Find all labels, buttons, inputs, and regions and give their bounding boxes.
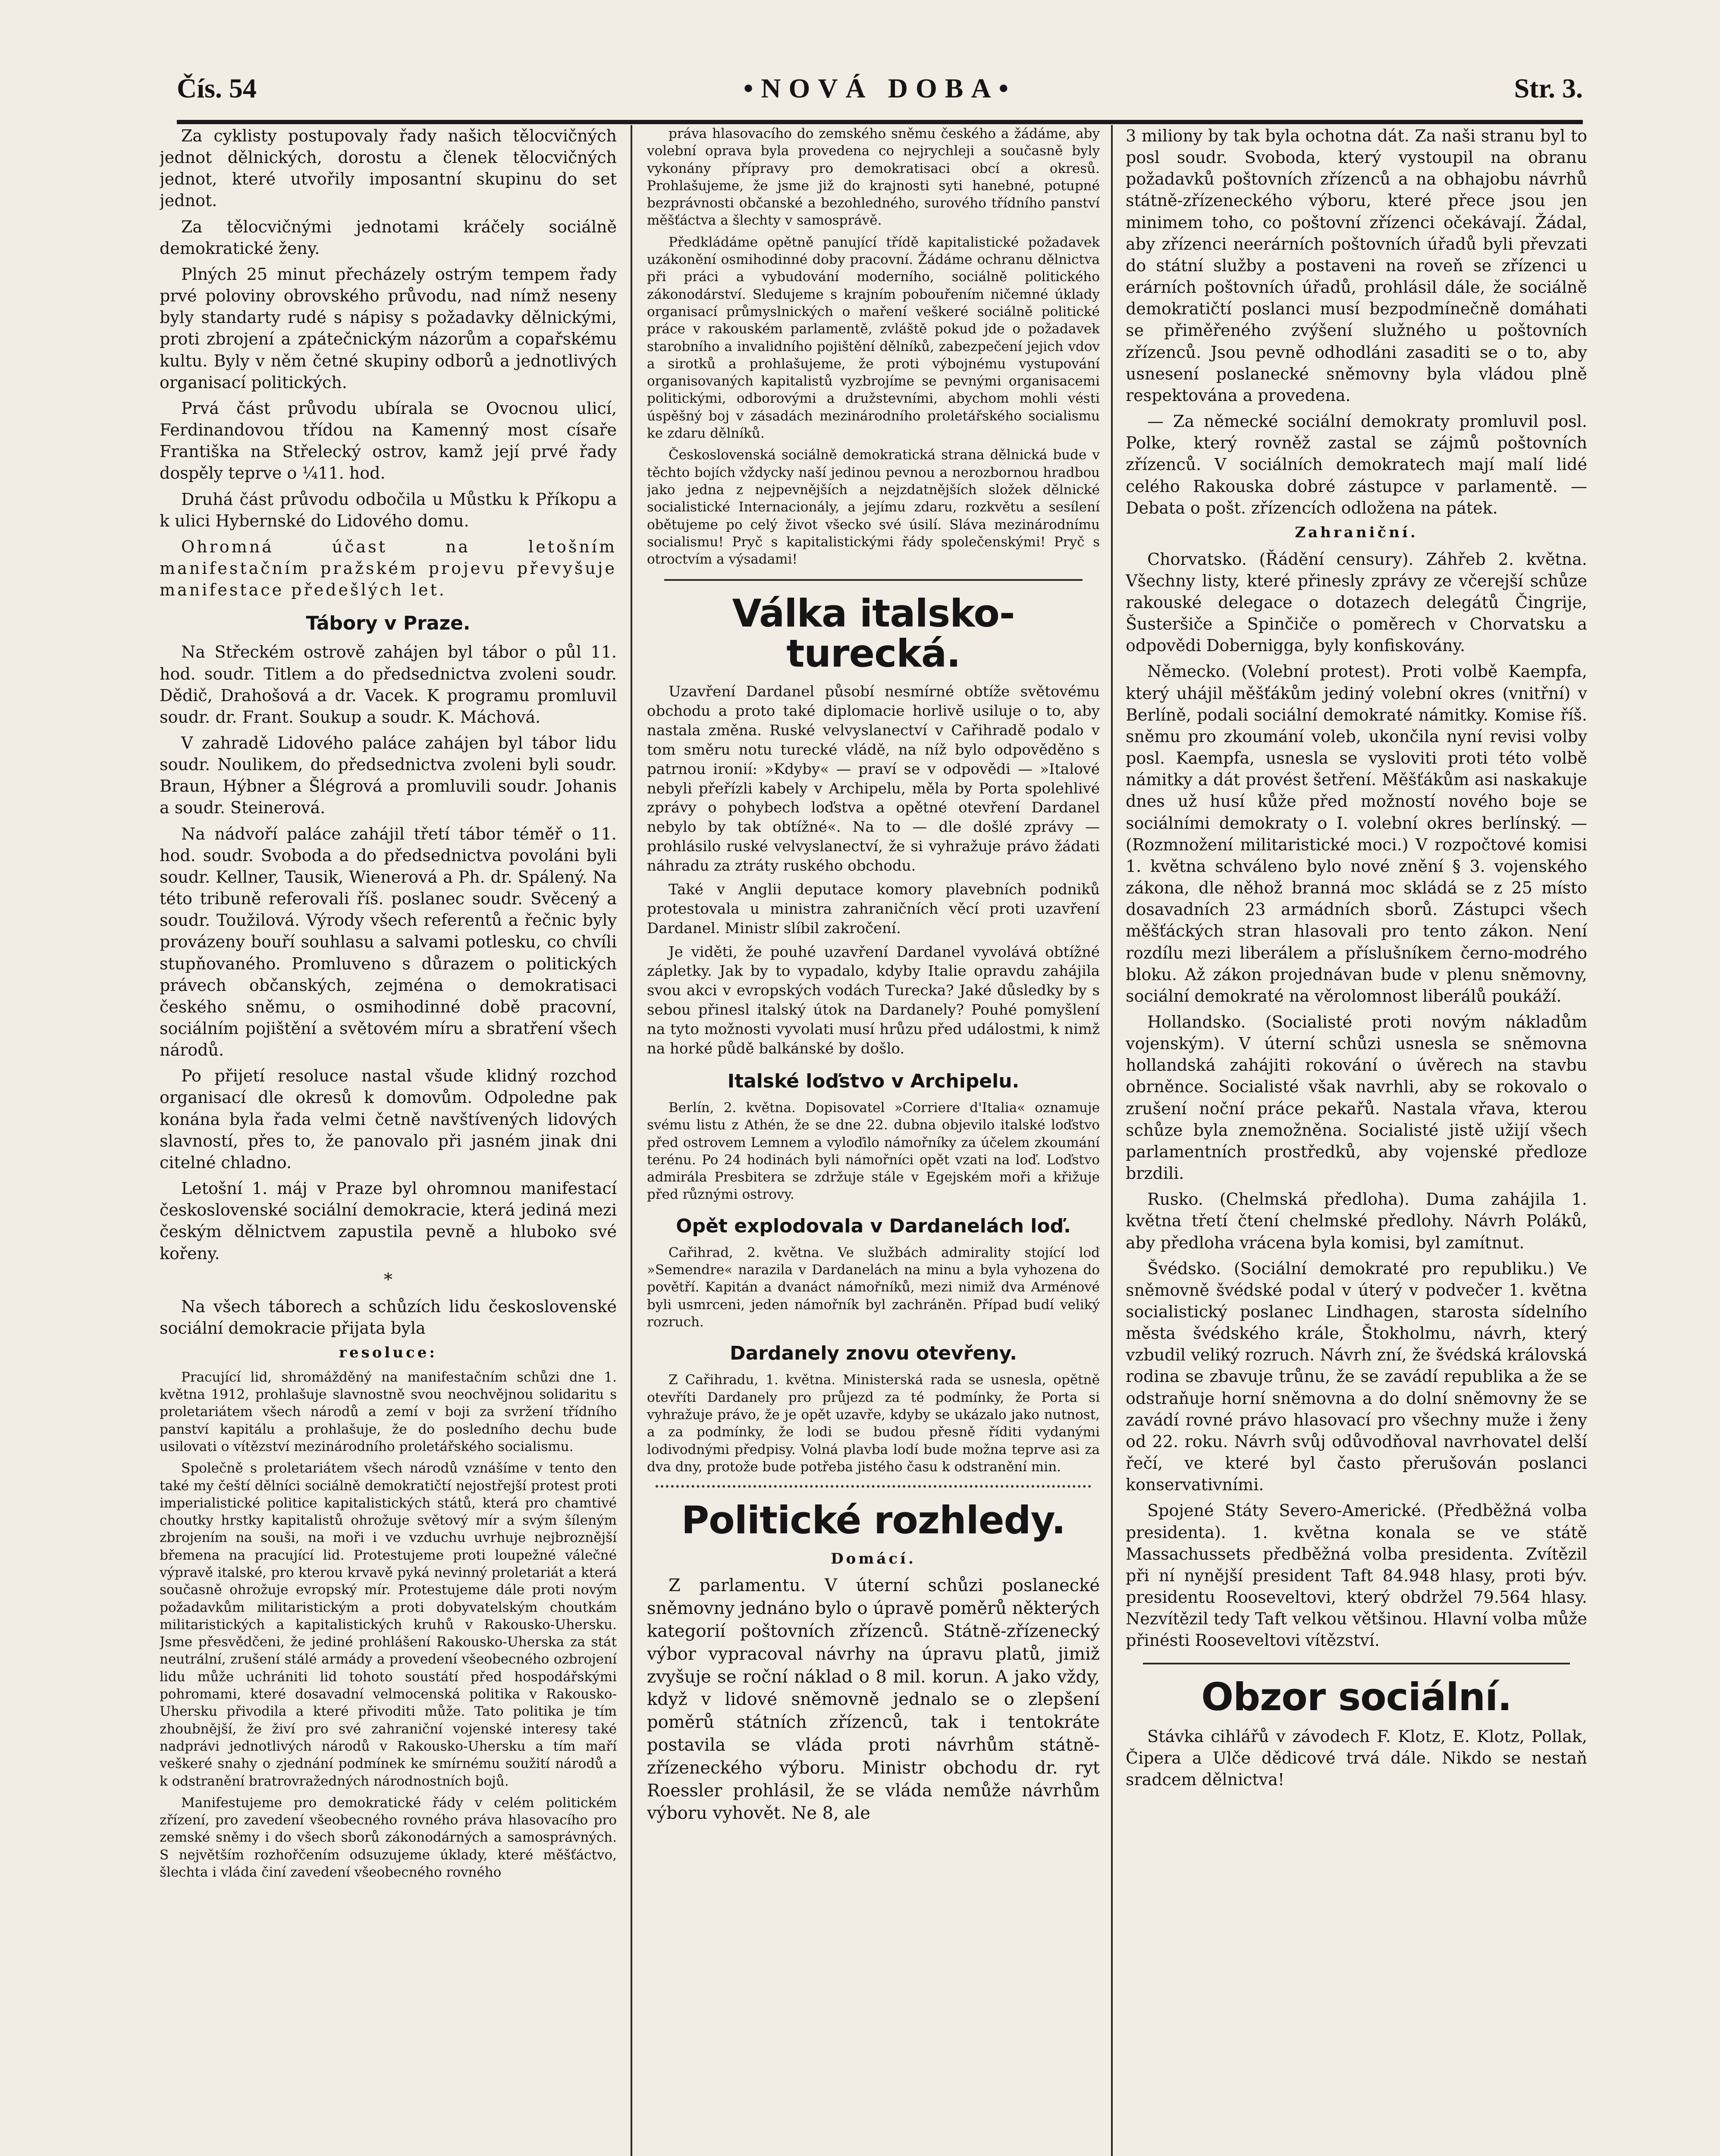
- paragraph: Druhá část průvodu odbočila u Můstku k Příkopu a k ulici Hybernské do Lidového domu.: [160, 489, 617, 530]
- column-3: [1126, 125, 1587, 2156]
- paragraph: Československá sociálně demokratická strana dělnická bude v těchto bojích vždycky naší jedinou pevnou a nerozbornou hradbou jako jedna z nejpevnějších a nejzdatnějších složek dělnické socialistické Internacionály, a jejímu zdaru, rozkvětu a sesílení obětujeme po celý život všecko své úsilí. Sláva mezinárodnímu socialismu! Pryč s kapitalistickými řády společenskými! Pryč s otroctvím a výsadami!: [647, 447, 1100, 567]
- heading-resoluce: resoluce:: [339, 1344, 437, 1361]
- heading-lodstvo: Italské loďstvo v Archipelu.: [727, 1070, 1020, 1092]
- paragraph: Chorvatsko. (Řádění censury). Záhřeb 2. května. Všechny listy, které přinesly zprávy ze včerejší schůze rakouské delegace o dotazech delegátů Čingrije, Šusteršiče a Spinčiče o poměrech v Chorvatsku a odpovědi Dobernigga, byly konfiskovány.: [1126, 549, 1587, 655]
- masthead-title: •NOVÁ DOBA•: [743, 73, 1017, 103]
- paragraph: Švédsko. (Sociální demokraté pro republiku.) Ve sněmovně švédské podal v úterý v podvečer 1. května socialistický poslanec Lindhagen, starosta sídelního města švédského krále, Štokholmu, návrh, který vzbudil veliký rozruch. Návrh zní, že švédská královská rodina se zbavuje trůnu, že se zavádí republika a že se odstraňuje horní sněmovna a do dolní sněmovny že se zavádí rovné právo hlasovací pro všechny muže i ženy od 22. roku. Návrh svůj odůvodňoval navrhovatel delší řečí, ve které byl často přerušován poslanci konservativními.: [1126, 1259, 1587, 1495]
- paragraph: Na nádvoří paláce zahájil třetí tábor téměř o 11. hod. soudr. Svoboda a do předsednictva povoláni byli soudr. Kellner, Tausik, Wienerová a Ph. dr. Spálený. Na této tribuně referovali říš. poslanec soudr. Svěcený a soudr. Toužilová. Výrody všech referentů a řečnic byly provázeny bouří souhlasu a salvami potlesku, co chvíli stupňovaného. Promluveno s důrazem o politických právech občanských, zejména o demokratisaci českého sněmu, o osmihodinné době pracovní, sociálním pojištění a světovém míru a sbratření všech národů.: [160, 824, 617, 1060]
- paragraph: Berlín, 2. května. Dopisovatel »Corriere d'Italia« oznamuje svému listu z Athén, že se dne 22. dubna objevilo italské loďstvo před ostrovem Lemnem a vyloďilo námořníky za účelem zkoumání terénu. Po 24 hodinách byli námořníci opět vzati na loď. Loďstvo admirála Presbitera se zdržuje stále v Egejském moři a křižuje před různými ostrovy.: [647, 1100, 1100, 1203]
- paragraph: Pracující lid, shromážděný na manifestačním schůzi dne 1. května 1912, prohlašuje slavnostně svou neochvějnou solidaritu s proletariátem všech národů a zemí v boji za svržení třídního panství kapitálu a prohlašuje, že do posledního dechu bude usilovati o vítězství mezinárodního proletářského socialismu.: [160, 1369, 617, 1454]
- section-divider: [664, 579, 1083, 581]
- paragraph: Spojené Státy Severo-Americké. (Předběžná volba presidenta). 1. května konala se ve státě Massachussets předběžná volba presidenta. Zvítězil při ní nynější president Taft 84.948 hlasy, proti býv. presidentu Rooseveltovi, který obdržel 79.564 hlasy. Nezvítězil tedy Taft velkou většinou. Hlavní volba může přinésti Rooseveltovi vítězství.: [1126, 1501, 1587, 1650]
- column-rule: [1111, 125, 1113, 2156]
- page-header: [177, 68, 1583, 124]
- paragraph: Stávka cihlářů v závodech F. Klotz, E. Klotz, Pollak, Čipera a Ulče dědicové trvá dále. Nikdo se nestaň sradcem dělnictva!: [1126, 1727, 1587, 1789]
- paragraph: práva hlasovacího do zemského sněmu českého a žádáme, aby volební oprava byla provedena co nejrychleji a současně byly vykonány přípravy pro demokratisaci obcí a okresů. Prohlašujeme, že jsme již do krajnosti syti hanebné, potupné bezprávnosti občanské a bezohledného, surového třídního panství měšťáctva a šlechty v samosprávě.: [647, 126, 1100, 229]
- paragraph: Prvá část průvodu ubírala se Ovocnou ulicí, Ferdinandovou třídou na Kamenný most císaře Františka na Střelecký ostrov, kamž její prvé řady dospěly teprve o ¼11. hod.: [160, 398, 617, 483]
- paragraph: Na všech táborech a schůzích lidu československé sociální demokracie přijata byla: [160, 1297, 617, 1338]
- section-divider: [656, 1485, 1091, 1488]
- paragraph: V zahradě Lidového paláce zahájen byl tábor lidu soudr. Noulikem, do předsednictva zvoleni byli soudr. Braun, Hýbner a Šlégrová a promluvili soudr. Johanis a soudr. Steinerová.: [160, 733, 617, 818]
- paragraph: Plných 25 minut přecházely ostrým tempem řady prvé poloviny obrovského průvodu, nad nímž neseny byly standarty rudé s nápisy s požadavky dělnickými, proti zbrojení a zpátečnickým názorům a copařskému kultu. Byly v něm četné skupiny odborů a jednotlivých organisací politických.: [160, 264, 617, 392]
- paragraph: Je viděti, že pouhé uzavření Dardanel vyvolává obtížné zápletky. Jak by to vypadalo, kdyby Italie opravdu zahájila svou akci v evropských vodách Turecka? Jaké důsledky by s sebou přinesl italský útok na Dardanely? Pouhé pomyšlení na tyto možnosti vyvolati musí hrůzu před událostmi, k nimž na horké půdě balkánské by došlo.: [647, 943, 1100, 1057]
- heading-explodovala: Opět explodovala v Dardanelách loď.: [676, 1215, 1071, 1237]
- paragraph: — Za německé sociální demokraty promluvil posl. Polke, který rovněž zastal se zájmů poštovních zřízenců. V sociálních demokratech mají malí lidé celého Rakouska dobré zástupce v parlamentě. — Debata o pošt. zřízencích odložena na pátek.: [1126, 412, 1587, 517]
- paragraph: Hollandsko. (Socialisté proti novým nákladům vojenským). V úterní schůzi usnesla se sněmovna hollandská zahájiti rokování o úvěrech na stavbu obrněnce. Socialisté však navrhli, aby se rokovalo o zrušení noční práce pekařů. Nastala vřava, kterou schůze byla znemožněna. Socialisté jistě užijí všech parlamentních prostředků, aby vojenské předloze brzdili.: [1126, 1012, 1587, 1183]
- paragraph: Uzavření Dardanel působí nesmírné obtíže světovému obchodu a proto také diplomacie horlivě usiluje o to, aby nastala změna. Ruské velvyslanectví v Cařihradě podalo v tom směru notu turecké vládě, na níž bylo odpověděno s patrnou ironií: »Kdyby« — praví se v odpovědi — »Italové nebyli přeřízli kabely v Archipelu, měla by Porta spolehlivé zprávy o pohybech loďstva a opětné otevření Dardanel nebylo by tak obtížné«. Na to — dle došlé zprávy — prohlásilo ruské velvyslanectví, že si vyhražuje právo žádati náhradu za ztráty ruského obchodu.: [647, 683, 1100, 875]
- heading-obzor: Obzor sociální.: [1201, 1674, 1512, 1719]
- paragraph: 3 miliony by tak byla ochotna dát. Za naši stranu byl to posl soudr. Svoboda, který vystoupil na obranu požadavků poštovních zřízenců a na obhajobu návrhů státně-zřízeneckého výboru, které přece jsou jen minimem toho, co poštovní zřízenci očekávají. Žádal, aby zřízenci neerárních poštovních úřadů byli převzati do státní služby a postaveni na roveň se zřízenci u erárních poštovních úřadů, prohlásil dále, že sociálně demokratičtí poslanci musí bezpodmínečně domáhati se přiměřeného zvýšení služného u poštovních zřízenců. Jsou pevně odhodláni zasaditi se o to, aby usnesení poslanecké sněmovny byla vládou plně respektována a provedena.: [1126, 126, 1587, 405]
- issue-number: Čís. 54: [177, 73, 257, 103]
- heading-otevreny: Dardanely znovu otevřeny.: [730, 1342, 1017, 1365]
- heading-rozhledy: Politické rozhledy.: [681, 1498, 1066, 1543]
- paragraph: Za tělocvičnými jednotami kráčely sociálně demokratické ženy.: [160, 217, 617, 258]
- column-2: [647, 125, 1100, 2156]
- paragraph: Letošní 1. máj v Praze byl ohromnou manifestací československé sociální demokracie, která jediná mezi českým dělnictvem zapustila pevně a hluboko své kořeny.: [160, 1179, 617, 1263]
- paragraph: Také v Anglii deputace komory plavebních podniků protestovala u ministra zahraničních věcí proti uzavření Dardanel. Ministr slíbil zakročení.: [647, 881, 1100, 937]
- paragraph: Po přijetí resoluce nastal všude klidný rozchod organisací dle okresů k domovům. Odpoledne pak konána byla řada velmi četně navštívených lidových slavností, přes to, že panovalo při jasném jinak dni citelné chladno.: [160, 1066, 617, 1172]
- paragraph: Cařihrad, 2. května. Ve službách admirality stojící loď »Semendre« narazila v Dardanelách na minu a byla vyhozena do povětří. Kapitán a dvanáct námořníků, mezi nimiž dva Arménové byli usmrceni, jeden námořník byl zachráněn. Případ budí veliký rozruch.: [647, 1244, 1100, 1330]
- heading-valka: Válka italsko-turecká.: [732, 591, 1015, 676]
- paragraph: Z parlamentu. V úterní schůzi poslanecké sněmovny jednáno bylo o úpravě poměrů některých kategorií poštovních zřízenců. Státně-zřízenecký výbor vypracoval návrhy na úpravu platů, jimiž zvyšuje se roční náklad o 8 mil. korun. A jako vždy, když v lidové sněmovně jednalo se o zlepšení poměrů státních zřízenců, tak i tentokráte postavila se vláda proti návrhům státně-zřízeneckého výboru. Ministr obchodu dr. ryt Roessler prohlásil, že se vláda nemůže návrhům výboru vyhovět. Ne 8, ale: [647, 1576, 1100, 1824]
- separator-star: *: [384, 1269, 392, 1290]
- paragraph: Předkládáme opětně panující třídě kapitalistické požadavek uzákonění osmihodinné doby pracovní. Žádáme ochranu dělnictva při práci a vybudování moderního, sociálně politického zákonodárství. Sledujeme s krajním pobouřením ničemné úklady organisací průmyslnických o maření veškeré sociálně politické práce v rakouském parlamentě, zvláště pokud jde o požadavek starobního a invalidního pojištění dělníků, zabezpečení jejich vdov a sirotků a prohlašujeme, že proti výbojnému vystupování organisovaných kapitalistů vyzbrojíme se pevnými organisacemi politickými, odborovými a družstevními, abychom mohli vésti úspěšný boj v zásadách mezinárodního proletářského socialismu ke zdaru dělníků.: [647, 234, 1100, 442]
- heading-tabory: Tábory v Praze.: [306, 612, 471, 635]
- paragraph: Společně s proletariátem všech národů vznášíme v tento den také my čeští dělníci sociálně demokratičtí nejostřejší protest proti imperialistické politice kapitalistických států, která pro chamtivé choutky hrstky kapitalistů ohrožuje světový mír a svým šíleným zbrojením na souši, na moři i ve vzduchu uvrhuje nejbroznější břemena na pracující lid. Protestujeme proti loupežné válečné výpravě italské, pro kterou krvavě pyká nevinný proletariát a která současně ohrožuje evropský mír. Protestujeme dále proti novým požadavkům militaristickým a proti dobyvatelským choutkám militaristických a kapitalistických kruhů v Rakousko-Uhersku. Jsme přesvědčeni, že jediné prohlášení Rakousko-Uherska za stát neutrální, zrušení stálé armády a provedení všeobecného ozbrojení lidu může uchrániti lid tohoto soustátí před hospodářskými pohromami, které dosavadní velmocenská politika v Rakousko-Uhersku přivodila a které přivoditi může. Tato politika je tím zhoubnější, že živí pro své zahraniční vojenské interesy také nadprávi jednotlivých národů v Rakousko-Uhersku a tím maří veškeré snahy o zjednání podmínek ke smírnému soužití národů a k odstranění bratrovražedných národnostních bojů.: [160, 1460, 617, 1789]
- paragraph: Za cyklisty postupovaly řady našich tělocvičných jednot dělnických, dorostu a členek tělocvičných jednot, které utvořily imposantní skupinu do set jednot.: [160, 126, 617, 210]
- paragraph: Rusko. (Chelmská předloha). Duma zahájila 1. května třetí čtení chelmské předlohy. Návrh Poláků, aby předloha vrácena byla komisi, byl zamítnut.: [1126, 1190, 1587, 1252]
- subheading-domaci: Domácí.: [831, 1550, 916, 1567]
- paragraph: Německo. (Volební protest). Proti volbě Kaempfa, který uhájil měšťákům jediný volební okres (vnitřní) v Berlíně, podali sociální demokraté námitky. Komise říš. sněmu pro zkoumání voleb, ukončila nyní revisi volby posl. Kaempfa, usnesla se vysloviti proti této volbě námitky a dát provést šetření. Měšťákům asi naskakuje dnes už husí kůže před možností nového boje se sociálními demokraty o I. volební okres berlínský. — (Rozmnožení militaristické moci.) V rozpočtové komisi 1. května schváleno bylo nové znění § 3. vojenského zákona, dle něhož branná moc skládá se z 25 místo dosavadních 23 armádních sborů. Zástupci všech měšťáckých stran hlasovali pro tento zákon. Není rozdílu mezi liberálem a příslušníkem černo-modrého bloku. Až zákon projednávan bude v plenu sněmovny, sociální demokraté na věrolomnost liberálů poukáží.: [1126, 662, 1587, 1006]
- column-rule: [631, 125, 632, 2156]
- paragraph: Ohromná účast na letošním manifestačním pražském projevu převyšuje manifestace předešlých let.: [160, 537, 617, 600]
- column-1: [160, 125, 617, 2156]
- paragraph: Manifestujeme pro demokratické řády v celém politickém zřízení, pro zavedení všeobecného rovného práva hlasovacího pro zemské sněmy i do všech sborů zákonodárných a samosprávných. S největším rozhořčením odsuzujeme úklady, které měšťáctvo, šlechta i vláda činí zavedení všeobecného rovného: [160, 1795, 617, 1880]
- page-number: Str. 3.: [1514, 73, 1583, 103]
- subheading-zahranicni: Zahraniční.: [1295, 523, 1418, 541]
- paragraph: Na Střeckém ostrově zahájen byl tábor o půl 11. hod. soudr. Titlem a do předsednictva zvoleni soudr. Dědič, Drahošová a dr. Vacek. K programu promluvil soudr. dr. Frant. Soukup a soudr. K. Máchová.: [160, 642, 617, 727]
- section-divider: [1143, 1663, 1570, 1664]
- paragraph: Z Cařihradu, 1. května. Ministerská rada se usnesla, opětně otevříti Dardanely pro průjezd za té podmínky, že Porta si vyhražuje právo, že je opět uzavře, kdyby se ukázalo jako nutnost, a za podmínky, že lodi se budou přesně říditi vydanými lodivodnými předpisy. Volná plavba lodí bude možna teprve asi za dva dny, protože bude potřeba jistého času k odstranění min.: [647, 1372, 1100, 1475]
